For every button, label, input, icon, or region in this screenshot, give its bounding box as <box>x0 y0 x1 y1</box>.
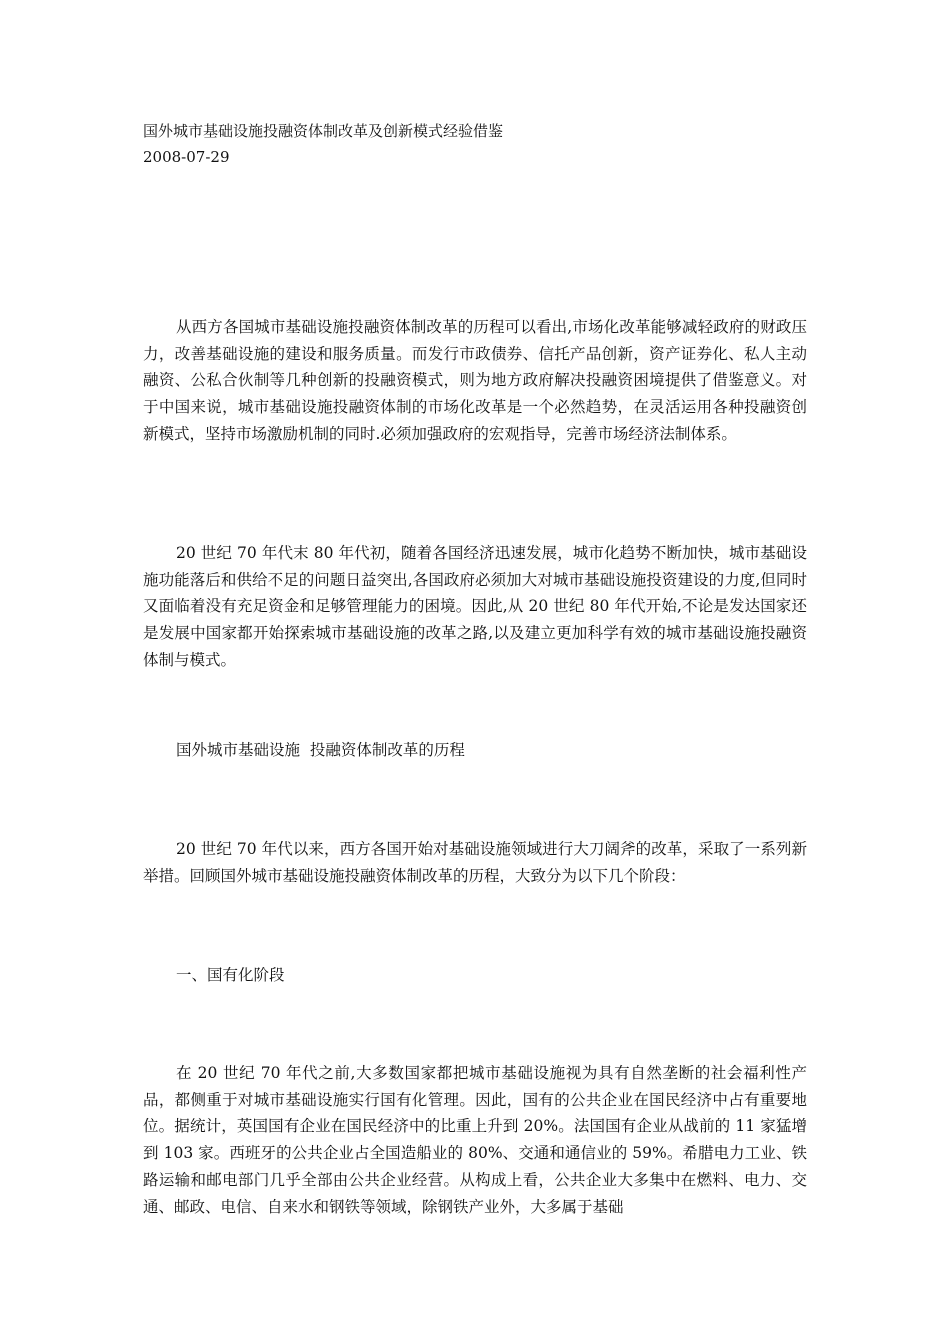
paragraph-background: 20 世纪 70 年代末 80 年代初，随着各国经济迅速发展，城市化趋势不断加快，城市基础设施功能落后和供给不足的问题日益突出,各国政府必须加大对城市基础设施投资建设的力度,但同时又面临着没有充足资金和足够管理能力的困境。因此,从 20 世纪 80 年代开始,不论是发达国家还是发展中国家都开始探索城市基础设施的改革之路,以及建立更加科学有效的城市基础设施投融资体制与模式。 <box>143 544 807 669</box>
section-heading: 国外城市基础设施 投融资体制改革的历程 <box>176 741 465 759</box>
paragraph-nationalization: 在 20 世纪 70 年代之前,大多数国家都把城市基础设施视为具有自然垄断的社会福利性产品，都侧重于对城市基础设施实行国有化管理。因此，国有的公共企业在国民经济中占有重要地位。据统计，英国国有企业在国民经济中的比重上升到 20%。法国国有企业从战前的 11 家猛增到 103 家。西班牙的公共企业占全国造船业的 80%、交通和通信业的 59%。希腊电力工业、铁路运输和邮电部门几乎全部由公共企业经营。从构成上看，公共企业大多集中在燃料、电力、交通、邮政、电信、自来水和钢铁等领域，除钢铁产业外，大多属于基础 <box>143 1064 807 1216</box>
stage-heading: 一、国有化阶段 <box>176 966 285 984</box>
document-title: 国外城市基础设施投融资体制改革及创新模式经验借鉴 <box>143 122 504 140</box>
paragraph-reform-intro: 20 世纪 70 年代以来，西方各国开始对基础设施领域进行大刀阔斧的改革，采取了一系列新举措。回顾国外城市基础设施投融资体制改革的历程，大致分为以下几个阶段： <box>143 840 807 885</box>
document-date: 2008-07-29 <box>143 148 230 166</box>
paragraph-summary: 从西方各国城市基础设施投融资体制改革的历程可以看出,市场化改革能够减轻政府的财政压力，改善基础设施的建设和服务质量。而发行市政债券、信托产品创新，资产证券化、私人主动融资、公私合伙制等几种创新的投融资模式，则为地方政府解决投融资困境提供了借鉴意义。对于中国来说，城市基础设施投融资体制的市场化改革是一个必然趋势，在灵活运用各种投融资创新模式，坚持市场激励机制的同时.必须加强政府的宏观指导，完善市场经济法制体系。 <box>143 318 807 443</box>
